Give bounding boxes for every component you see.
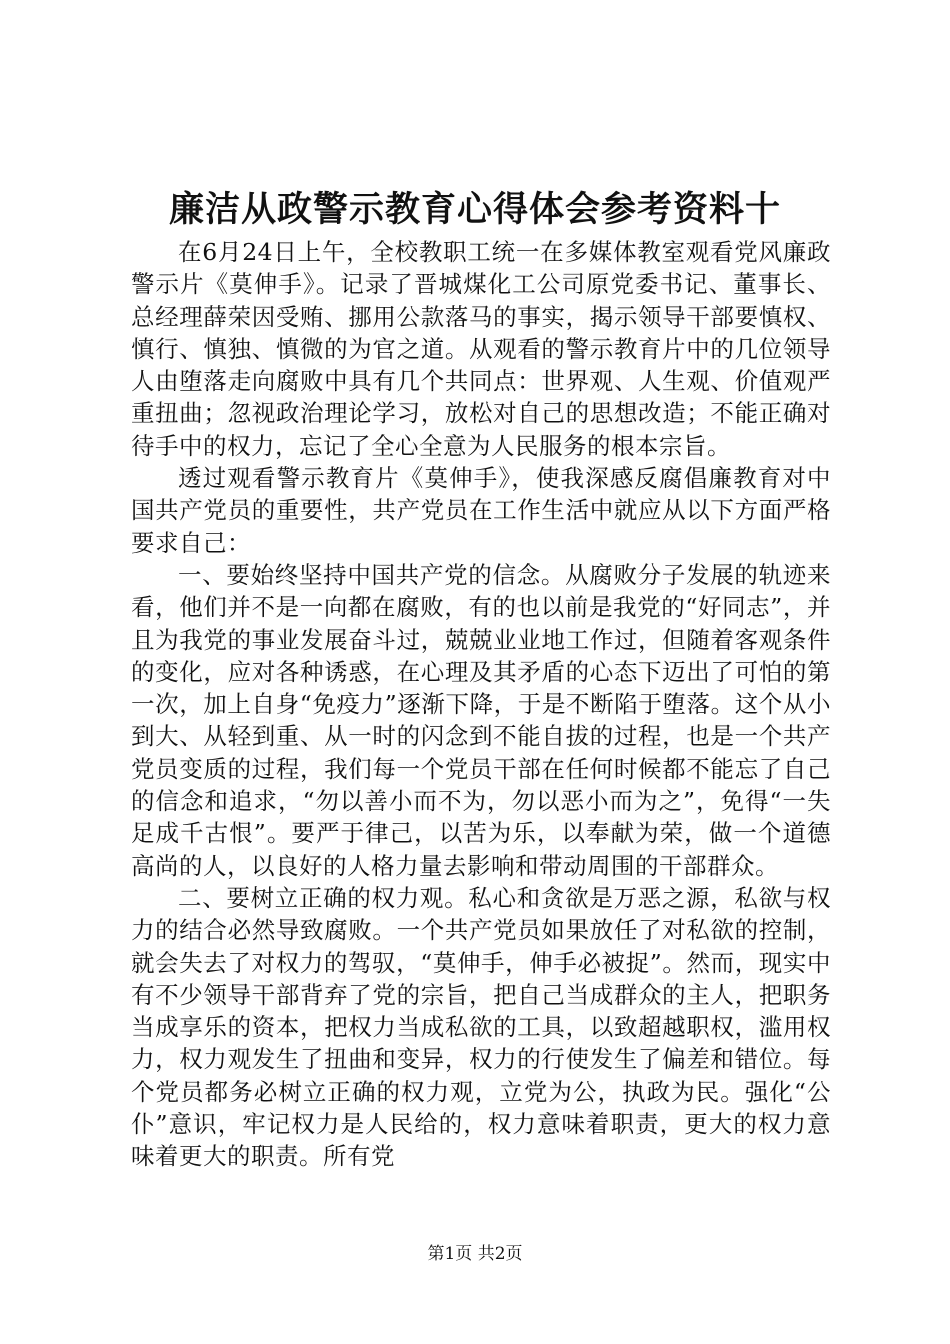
paragraph-2: 透过观看警示教育片《莫伸手》，使我深感反腐倡廉教育对中国共产党员的重要性，共产党员在工作生活中就应从以下方面严格要求自己： [131, 464, 831, 557]
paragraph-3: 一、要始终坚持中国共产党的信念。从腐败分子发展的轨迹来看，他们并不是一向都在腐败，有的也以前是我党的“好同志”，并且为我党的事业发展奋斗过，兢兢业业地工作过，但随着客观条件的变化，应对各种诱惑，在心理及其矛盾的心态下迈出了可怕的第一次，加上自身“免疫力”逐渐下降，于是不断陷于堕落。这个从小到大、从轻到重、从一时的闪念到不能自拔的过程，也是一个共产党员变质的过程，我们每一个党员干部在任何时候都不能忘了自己的信念和追求，“勿以善小而不为，勿以恶小而为之”，免得“一失足成千古恨”。要严于律己，以苦为乐，以奉献为荣，做一个道德高尚的人，以良好的人格力量去影响和带动周围的干部群众。 [131, 560, 831, 880]
document-title: 廉洁从政警示教育心得体会参考资料十 [168, 189, 781, 230]
paragraph-1: 在6月24日上午，全校教职工统一在多媒体教室观看党风廉政警示片《莫伸手》。记录了晋城煤化工公司原党委书记、董事长、总经理薛荣因受贿、挪用公款落马的事实，揭示领导干部要慎权、慎行、慎独、慎微的为官之道。从观看的警示教育片中的几位领导人由堕落走向腐败中具有几个共同点：世界观、人生观、价值观严重扭曲；忽视政治理论学习，放松对自己的思想改造；不能正确对待手中的权力，忘记了全心全意为人民服务的根本宗旨。 [131, 238, 831, 460]
page-footer: 第1页 共2页 [427, 1244, 523, 1264]
document-body [131, 236, 831, 1173]
paragraph-4: 二、要树立正确的权力观。私心和贪欲是万恶之源，私欲与权力的结合必然导致腐败。一个共产党员如果放任了对私欲的控制，就会失去了对权力的驾驭，“莫伸手，伸手必被捉”。然而，现实中有不少领导干部背弃了党的宗旨，把自己当成群众的主人，把职务当成享乐的资本，把权力当成私欲的工具，以致超越职权，滥用权力，权力观发生了扭曲和变异，权力的行使发生了偏差和错位。每个党员都务必树立正确的权力观，立党为公，执政为民。强化“公仆”意识，牢记权力是人民给的，权力意味着职责，更大的权力意味着更大的职责。所有党 [131, 883, 831, 1171]
